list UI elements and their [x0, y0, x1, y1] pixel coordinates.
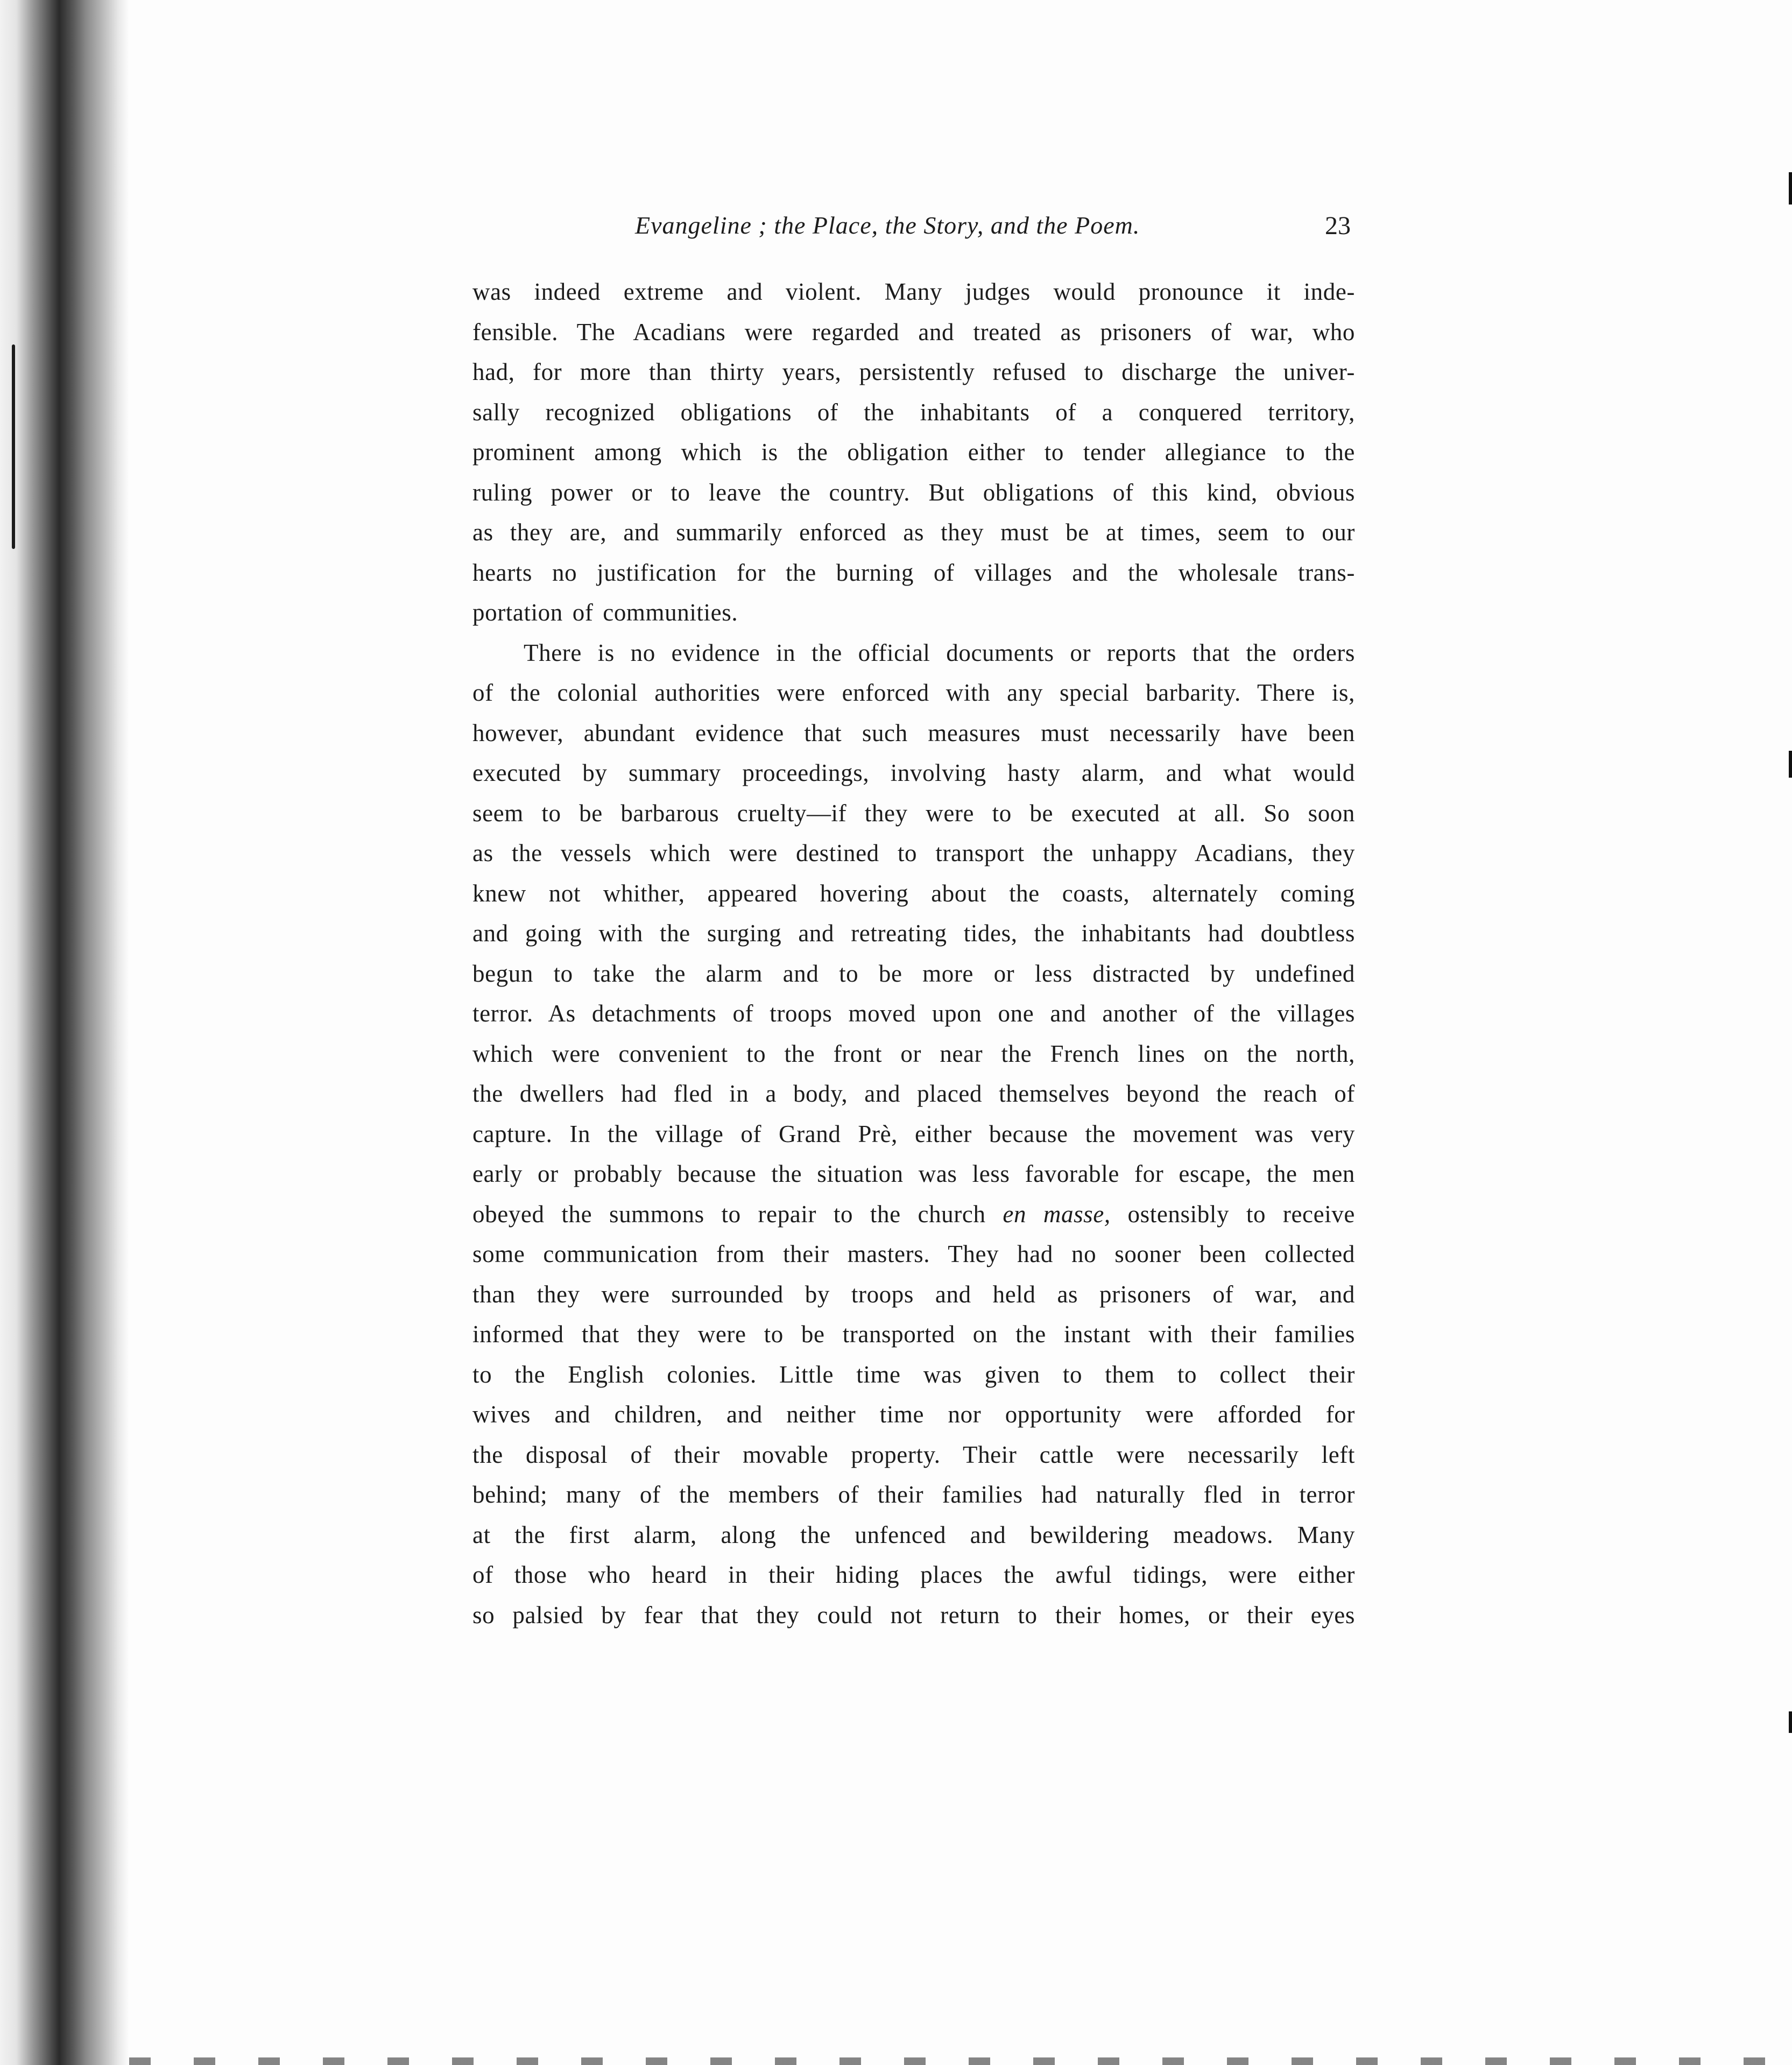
text-line: at the first alarm, along the unfenced and bewildering meadows. Many — [472, 1521, 1355, 1548]
text-line: knew not whither, appeared hovering about the coasts, alternately coming — [472, 879, 1355, 907]
edge-mark — [1789, 172, 1792, 205]
text-line: of those who heard in their hiding places the awful tidings, were either — [472, 1561, 1355, 1588]
gutter-mark — [12, 344, 15, 549]
text-line: wives and children, and neither time nor opportunity were afforded for — [472, 1401, 1355, 1428]
text-line: of the colonial authorities were enforced with any special barbarity. There is, — [472, 679, 1355, 706]
text-line: executed by summary proceedings, involving hasty alarm, and what would — [472, 759, 1355, 786]
text-line: some communication from their masters. They had no sooner been collected — [472, 1241, 1355, 1267]
text-line: terror. As detachments of troops moved upon one and another of the villages — [472, 1000, 1355, 1027]
text-line: early or probably because the situation was less favorable for escape, the men — [472, 1160, 1355, 1187]
text-segment: ostensibly to receive — [1127, 1200, 1355, 1228]
text-line: as they are, and summarily enforced as they must be at times, seem to our — [472, 519, 1355, 546]
text-line: fensible. The Acadians were regarded and treated as prisoners of war, who — [472, 318, 1355, 346]
text-line: and going with the surging and retreating tides, the inhabitants had doubtless — [472, 920, 1355, 947]
text-line: There is no evidence in the official documents or reports that the orders — [524, 639, 1355, 666]
text-line: hearts no justification for the burning of villages and the wholesale trans- — [472, 559, 1355, 586]
text-line: which were convenient to the front or near the French lines on the north, — [472, 1040, 1355, 1067]
text-line: capture. In the village of Grand Prè, either because the movement was very — [472, 1120, 1355, 1147]
text-line: seem to be barbarous cruelty—if they were to be executed at all. So soon — [472, 799, 1355, 827]
text-line: so palsied by fear that they could not return to their homes, or their eyes — [472, 1601, 1355, 1629]
text-line: had, for more than thirty years, persistently refused to discharge the univer- — [472, 358, 1355, 385]
text-line: the dwellers had fled in a body, and placed themselves beyond the reach of — [472, 1080, 1355, 1107]
text-segment: obeyed the summons to repair to the church — [472, 1200, 986, 1228]
bottom-edge-strip — [129, 2057, 1792, 2065]
body-text — [472, 272, 1355, 1635]
text-line: behind; many of the members of their families had naturally fled in terror — [472, 1481, 1355, 1508]
edge-mark — [1789, 1711, 1792, 1733]
page-number: 23 — [1325, 212, 1351, 240]
binding-gutter — [0, 0, 129, 2065]
text-line: begun to take the alarm and to be more or less distracted by undefined — [472, 960, 1355, 987]
paragraph-2 — [472, 633, 1355, 1636]
text-line: than they were surrounded by troops and held as prisoners of war, and — [472, 1280, 1355, 1308]
text-line: the disposal of their movable property. Their cattle were necessarily left — [472, 1441, 1355, 1468]
text-line: sally recognized obligations of the inhabitants of a conquered territory, — [472, 398, 1355, 426]
text-line: portation of communities. — [472, 599, 738, 626]
italic-phrase: en masse, — [1003, 1200, 1111, 1228]
text-line: prominent among which is the obligation either to tender allegiance to the — [472, 439, 1355, 466]
text-line-with-italic — [472, 1194, 1355, 1235]
text-line: informed that they were to be transported on the instant with their families — [472, 1321, 1355, 1348]
edge-mark — [1789, 751, 1792, 778]
paragraph-1 — [472, 272, 1355, 633]
running-head — [474, 211, 1356, 249]
text-line: was indeed extreme and violent. Many judges would pronounce it inde- — [472, 278, 1355, 305]
running-title: Evangeline ; the Place, the Story, and the Poem. — [635, 212, 1140, 239]
text-line: ruling power or to leave the country. But obligations of this kind, obvious — [472, 478, 1355, 506]
text-line: to the English colonies. Little time was given to them to collect their — [472, 1361, 1355, 1388]
text-line: as the vessels which were destined to transport the unhappy Acadians, they — [472, 840, 1355, 866]
text-line: however, abundant evidence that such measures must necessarily have been — [472, 719, 1355, 746]
